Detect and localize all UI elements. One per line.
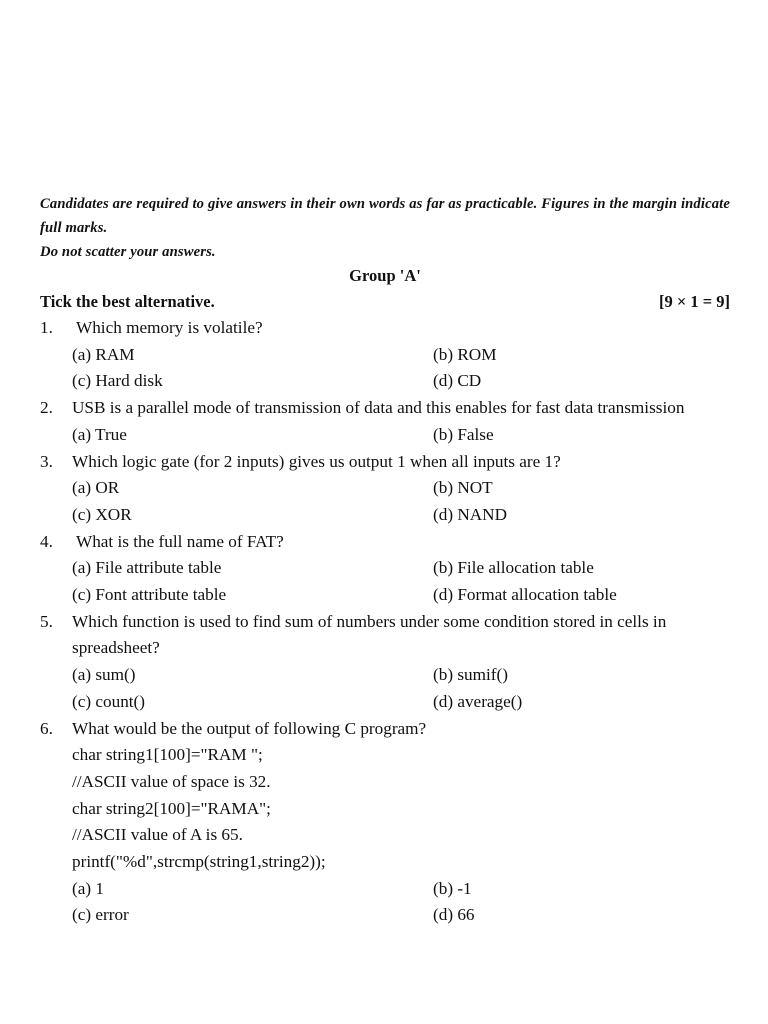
question-6 — [40, 716, 730, 930]
question-number: 1. — [40, 318, 53, 337]
question-1 — [40, 315, 730, 395]
section-header — [40, 288, 730, 315]
instructions-line-1: Candidates are required to give answers in their own words as far as practicable. Figures in the margin indicate full marks. — [40, 196, 730, 236]
option-a: (a) File attribute table — [72, 558, 222, 578]
exam-page — [40, 192, 730, 929]
option-c: (c) XOR — [72, 504, 132, 524]
option-b: (b) False — [433, 424, 494, 444]
question-number: 6. — [40, 718, 53, 738]
option-a: (a) sum() — [72, 665, 136, 685]
option-d: (d) Format allocation table — [433, 585, 617, 605]
question-5 — [40, 609, 730, 716]
code-line-5: printf("%d",strcmp(string1,string2)); — [72, 852, 326, 872]
option-c: (c) error — [72, 905, 129, 925]
option-a: (a) 1 — [72, 878, 104, 898]
option-a: (a) OR — [72, 478, 120, 498]
question-2 — [40, 395, 730, 448]
code-line-4: //ASCII value of A is 65. — [72, 825, 243, 845]
question-4 — [40, 529, 730, 609]
question-text: What is the full name of FAT? — [72, 531, 284, 551]
option-d: (d) 66 — [433, 905, 475, 925]
instructions — [40, 192, 730, 264]
option-c: (c) Hard disk — [72, 371, 163, 391]
code-line-1: char string1[100]="RAM "; — [72, 745, 263, 765]
option-c: (c) count() — [72, 691, 146, 711]
question-number: 2. — [40, 398, 53, 418]
option-b: (b) sumif() — [433, 665, 508, 685]
question-text: Which function is used to find sum of numbers under some condition stored in cells in spreadsheet? — [72, 611, 667, 658]
group-title: Group 'A' — [349, 266, 421, 285]
question-text: What would be the output of following C program? — [72, 718, 427, 738]
option-c: (c) Font attribute table — [72, 585, 227, 605]
option-d: (d) CD — [433, 371, 482, 391]
question-number: 5. — [40, 611, 53, 631]
question-text: USB is a parallel mode of transmission of data and this enables for fast data transmission — [72, 398, 685, 418]
question-number: 4. — [40, 531, 53, 551]
instructions-line-2: Do not scatter your answers. — [40, 244, 216, 260]
option-b: (b) ROM — [433, 344, 497, 364]
question-text: Which memory is volatile? — [72, 318, 263, 337]
code-line-2: //ASCII value of space is 32. — [72, 771, 271, 791]
question-text: Which logic gate (for 2 inputs) gives us output 1 when all inputs are 1? — [72, 451, 561, 471]
question-number: 3. — [40, 451, 53, 471]
option-d: (d) average() — [433, 691, 523, 711]
option-d: (d) NAND — [433, 504, 507, 524]
option-b: (b) File allocation table — [433, 558, 594, 578]
option-a: (a) RAM — [72, 344, 135, 364]
code-line-3: char string2[100]="RAMA"; — [72, 798, 271, 818]
option-b: (b) NOT — [433, 478, 493, 498]
section-marks: [9 × 1 = 9] — [658, 292, 730, 311]
option-b: (b) -1 — [433, 878, 472, 898]
option-a: (a) True — [72, 424, 127, 444]
section-heading: Tick the best alternative. — [40, 292, 215, 311]
question-3 — [40, 449, 730, 529]
